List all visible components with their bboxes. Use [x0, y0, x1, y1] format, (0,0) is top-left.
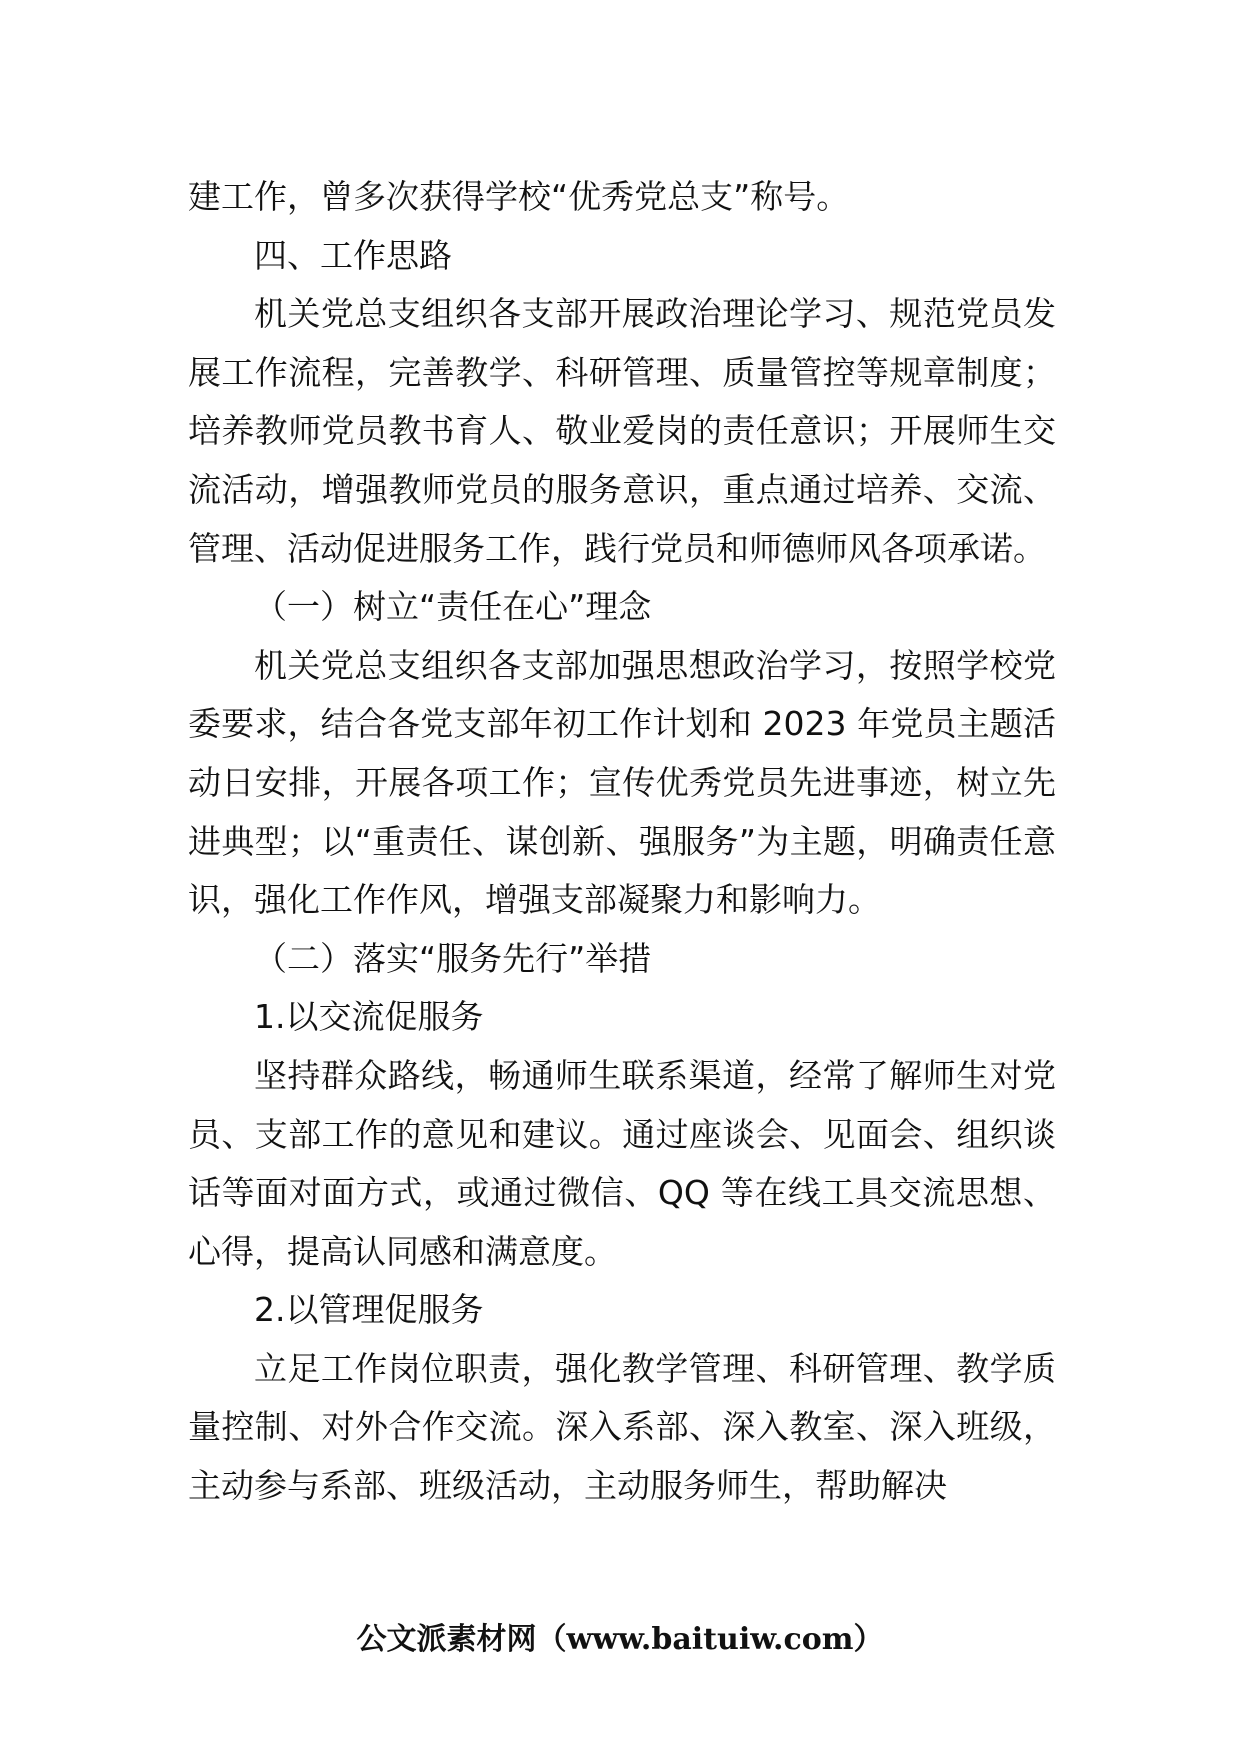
- item-heading-exchange: 1.以交流促服务: [254, 997, 484, 1037]
- footer-watermark-text: 公文派素材网（www.baituiw.com）: [356, 1622, 884, 1657]
- section-heading-work-ideas: 四、工作思路: [254, 235, 452, 275]
- paragraph-work-ideas: 机关党总支组织各支部开展政治理论学习、规范党员发展工作流程，完善教学、科研管理、质量管控等规章制度；培养教师党员教书育人、敬业爱岗的责任意识；开展师生交流活动，增强教师党员的服务意识，重点通过培养、交流、管理、活动促进服务工作，践行党员和师德师风各项承诺。: [188, 294, 1056, 568]
- subheading-service-first: （二）落实“服务先行”举措: [254, 938, 652, 978]
- paragraph-exchange: 坚持群众路线，畅通师生联系渠道，经常了解师生对党员、支部工作的意见和建议。通过座谈会、见面会、组织谈话等面对面方式，或通过微信、QQ 等在线工具交流思想、心得，提高认同感和满意度。: [188, 1055, 1056, 1271]
- paragraph-management: 立足工作岗位职责，强化教学管理、科研管理、教学质量控制、对外合作交流。深入系部、深入教室、深入班级，主动参与系部、班级活动，主动服务师生，帮助解决: [188, 1348, 1056, 1506]
- paragraph-responsibility: 机关党总支组织各支部加强思想政治学习，按照学校党委要求，结合各党支部年初工作计划和 2023 年党员主题活动日安排，开展各项工作；宣传优秀党员先进事迹，树立先进典型；以“重责任、谋创新、强服务”为主题，明确责任意识，强化工作作风，增强支部凝聚力和影响力。: [188, 645, 1056, 920]
- item-heading-management: 2.以管理促服务: [254, 1290, 484, 1330]
- document-body: [188, 168, 1056, 1516]
- subheading-responsibility: （一）树立“责任在心”理念: [254, 587, 652, 627]
- paragraph-continuation: 建工作，曾多次获得学校“优秀党总支”称号。: [188, 177, 850, 216]
